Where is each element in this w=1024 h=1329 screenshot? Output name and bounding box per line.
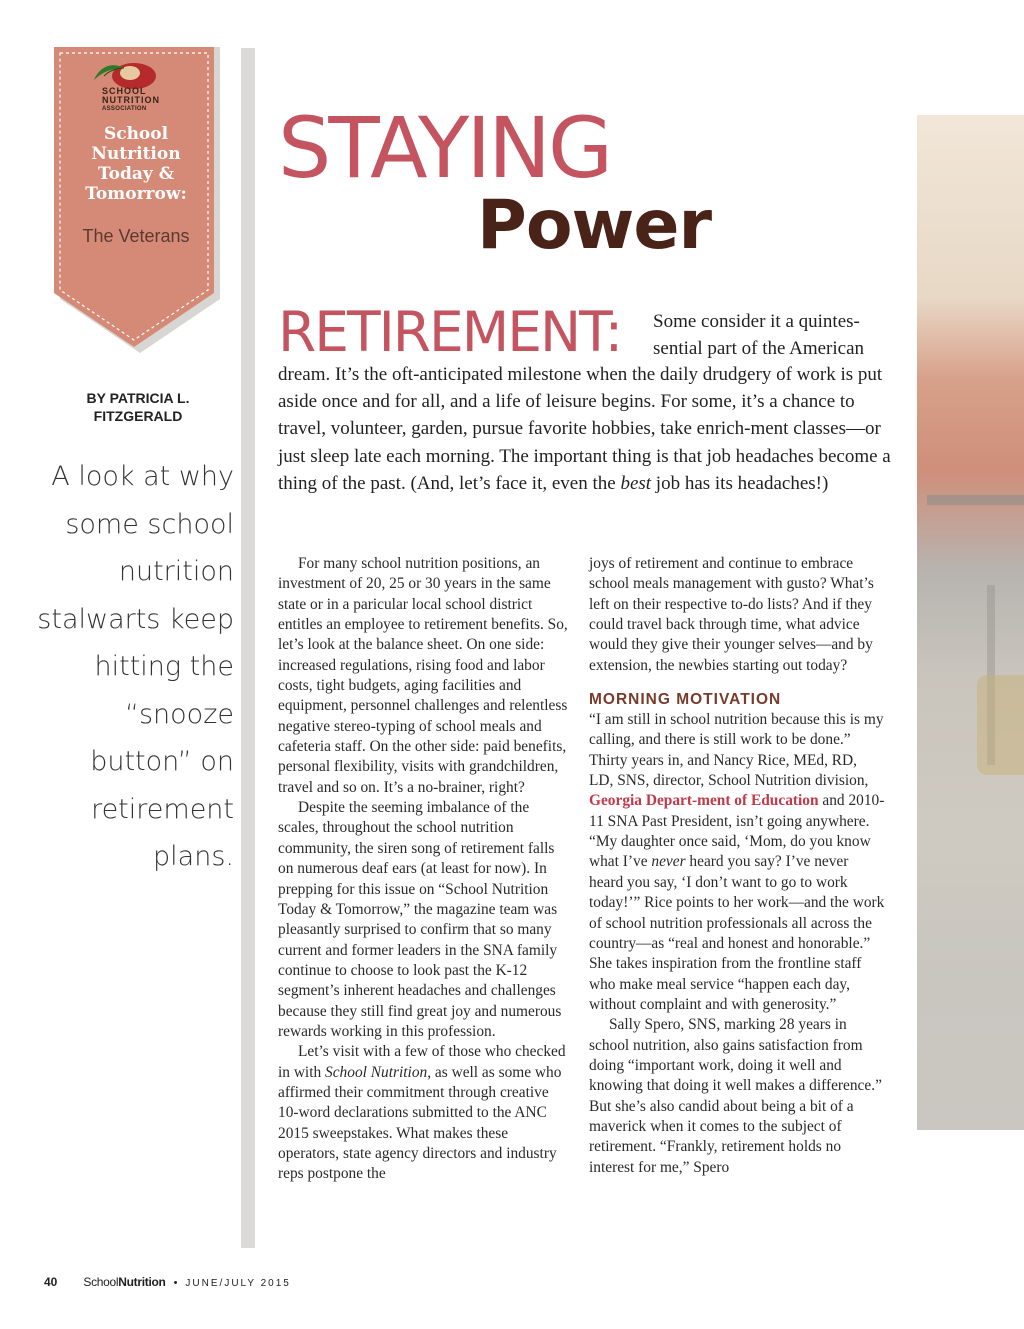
vertical-rule <box>241 48 255 1248</box>
paragraph: joys of retirement and continue to embrace school meals management with gusto? What’s left on their respective to-do lists? And if they could travel back through time, what advice would they give their younger selves—and by extension, the newbies starting out today? <box>589 555 874 674</box>
paragraph: Sally Spero, SNS, marking 28 years in school nutrition, also gains satisfaction from doing “important work, doing it well and knowing that doing it well makes a difference.” But she’s also candid about being a bit of a maverick when it comes to the subject of retirement. “Frankly, retirement holds no interest for me,” Spero <box>589 1016 882 1176</box>
text: “I am still in school nutrition because this is my calling, and there is still work to be done.” Thirty years in, and Nancy Rice, MEd, RD, LD, SNS, director, School Nutrition division, <box>589 711 884 790</box>
banner-subtitle: The Veterans <box>82 226 190 246</box>
text: , as well as some who affirmed their commitment through creative 10-word declarations submitted to the ANC 2015 sweepstakes. What makes these operators, state agency directors and industry reps postpone the <box>278 1063 562 1183</box>
page-number: 40 <box>44 1275 58 1289</box>
magazine-name-bold: Nutrition <box>118 1275 166 1289</box>
photo-detail <box>977 675 1024 775</box>
paragraph <box>278 1042 572 1184</box>
paragraph: Despite the seeming imbalance of the scales, throughout the school nutrition community, the siren song of retirement falls on numerous deaf ears (at least for now). In prepping for this issue on “School Nutrition Today & Tomorrow,” the magazine team was pleasantly surprised to confirm that so many current and former leaders in the SNA family continue to choose to look past the K-12 segment’s inherent headaches and challenges because they still find great joy and numerous rewards working in this profession. <box>278 799 562 1040</box>
section-heading: MORNING MOTIVATION <box>589 691 782 709</box>
headline-line-1: STAYING <box>278 99 611 197</box>
lead-text: dream. It’s the oft-anticipated milestone when the daily drudgery of work is put aside once and for all, and a life of leisure begins. For some, it’s a chance to travel, volunteer, garden, pursue favorite hobbies, take enrich-ment classes—or just sleep late each morning. The important thing is that job headaches become a thing of the past. (And, let’s face it, even the <box>278 364 891 494</box>
text: Let’s visit with a few of those who checked in with <box>278 1043 566 1081</box>
lead-emphasis: best <box>620 472 652 494</box>
magazine-name-light: School <box>83 1275 119 1289</box>
byline: BY PATRICIA L. FITZGERALD <box>86 390 190 424</box>
logo-line: ASSOCIATION <box>102 106 147 112</box>
cover-photo <box>917 115 1024 1130</box>
deck: A look at why some school nutrition stalwarts keep hitting the “snooze button” on retirement plans. <box>37 461 234 872</box>
separator: • <box>173 1277 178 1289</box>
text: heard you say? I’ve never heard you say, ‘I don’t want to go to work today!’” Rice points to her work—and the work of school nutrition professionals all across the country—as “real and honest and honorable.” She takes inspiration from the frontline staff who make meal service “happen each day, without complaint and with generosity.” <box>589 853 885 1013</box>
lead-intro: Some consider it a quintes-sential part of the American <box>653 311 865 359</box>
georgia-doe-link[interactable]: Georgia Depart-ment of Education <box>589 792 819 810</box>
photo-detail <box>927 495 1024 505</box>
publication-title: School Nutrition <box>325 1063 428 1081</box>
banner-title: School Nutrition Today & Tomorrow: <box>85 124 187 204</box>
text: and 2010-11 SNA Past President, isn’t going anywhere. “My daughter once said, ‘Mom, do you know what I’ve <box>589 792 885 871</box>
body-column-1 <box>278 554 572 1185</box>
issue-date: JUNE/JULY 2015 <box>185 1278 291 1289</box>
page-footer <box>44 1275 291 1289</box>
body-column-2 <box>589 554 885 1178</box>
lead-word: RETIREMENT: <box>278 300 622 364</box>
logo-line: NUTRITION <box>102 95 160 105</box>
lead-body <box>278 361 892 497</box>
emphasis: never <box>651 853 686 871</box>
headline-line-2: Power <box>477 186 712 265</box>
paragraph <box>589 710 885 1015</box>
lead-text: job has its headaches!) <box>651 472 829 494</box>
paragraph: For many school nutrition positions, an investment of 20, 25 or 30 years in the same state or in a paricular local school district entitles an employee to retirement benefits. So, let’s look at the balance sheet. On one side: increased regulations, rising food and labor costs, tight budgets, aging facilities and equipment, personnel challenges and relentless negative stereo-typing of school meals and cafeteria staff. On the other side: paid benefits, personal flexibility, visits with grandchildren, travel and so on. It’s a no-brainer, right? <box>278 555 568 796</box>
logo-line: SCHOOL <box>102 86 147 96</box>
sna-logo-text <box>102 87 172 114</box>
